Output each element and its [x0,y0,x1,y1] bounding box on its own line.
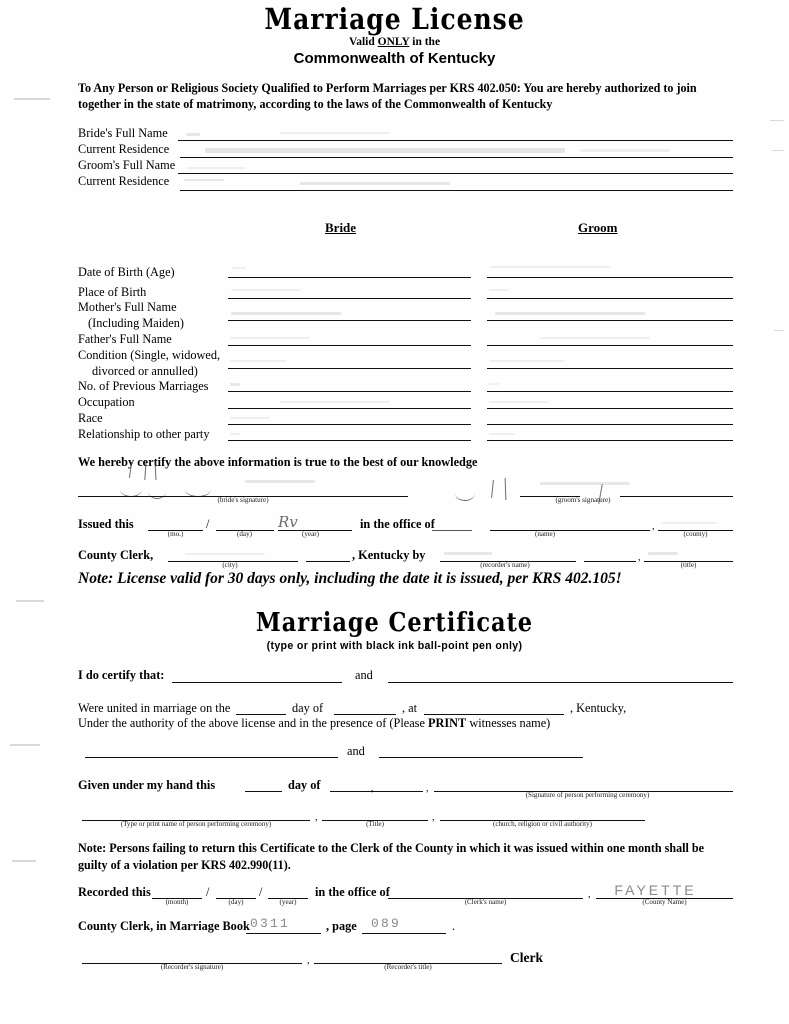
authority-line [78,716,550,731]
label-place-of-birth: Place of Birth [78,285,147,299]
given-year-line [378,791,423,792]
handwriting-ghost [495,312,645,315]
united-day-of: day of [292,701,324,715]
authority-print-word: PRINT [428,716,467,730]
united-day-line [236,714,286,715]
handwriting-ghost [230,417,270,419]
field-line-groom-father [487,345,733,346]
caption-name: (name) [534,530,556,538]
handwriting-ghost [489,401,549,403]
column-header-bride: Bride [325,220,357,235]
signature-ghost [245,480,315,483]
book-line [246,933,321,934]
county-name-value: FAYETTE [614,882,697,898]
handwriting-ghost [185,553,265,555]
clerk-comma: , [638,552,641,563]
label-occupation: Occupation [78,395,135,409]
signature-stroke [491,480,494,498]
recorded-comma: , [588,889,591,900]
witness2-line [379,757,583,758]
signature-stroke [505,478,507,500]
handwriting-ghost [184,179,224,181]
field-line-grooms-name [178,173,733,174]
certify-that-label: I do certify that: [78,668,165,682]
field-line-groom-race [487,424,733,425]
caption-county-name: (County Name) [642,898,687,906]
valid-only-word: ONLY [377,36,410,48]
footer-clerk-label: Clerk [510,950,543,965]
caption-church-authority: (church, religion or civil authority) [492,820,593,828]
given-prefix: Given under my hand this [78,778,216,792]
field-line-bride-residence [180,157,733,158]
handwriting-ghost [230,337,310,339]
field-line-groom-prev [487,391,733,392]
certificate-title: Marriage Certificate [255,608,534,638]
field-line-groom-occupation [487,408,733,409]
caption-ceremony-title: (Title) [366,820,384,828]
label-brides-full-name: Bride's Full Name [78,126,168,140]
authority-prefix: Under the authority of the above license and in the presence of (Please [78,716,428,730]
clerk-recorder-name-line-ext [584,561,636,562]
issued-name-line-a [432,530,472,531]
field-line-groom-pob [487,298,733,299]
label-previous-marriages: No. of Previous Marriages [78,379,209,393]
caption-city: (city) [222,561,238,569]
label-condition-cont: divorced or annulled) [92,364,198,378]
caption-month: (mo.) [167,530,184,538]
book-prefix: County Clerk, in Marriage Book [78,919,250,933]
field-line-groom-mother [487,320,733,321]
caption-title: (title) [680,561,697,569]
handwriting-ghost [489,289,509,291]
handwriting-ghost [280,132,390,134]
scan-artifact [16,600,44,602]
page-value: 089 [371,916,402,931]
state-name: Commonwealth of Kentucky [293,50,496,67]
handwriting-ghost [662,522,717,524]
label-race: Race [78,411,103,425]
caption-recorder-title: (Recorder's title) [384,963,432,971]
field-line-brides-name [178,140,733,141]
caption-groom-signature: (groom's signature) [555,496,611,504]
label-mothers-full-name: Mother's Full Name [78,300,177,314]
label-including-maiden: (Including Maiden) [88,316,184,330]
caption-county: (county) [683,530,708,538]
recorded-prefix: Recorded this [78,885,151,899]
scan-artifact [774,330,784,331]
certify-party2-line [388,682,733,683]
united-place-line [424,714,564,715]
field-line-bride-father [228,345,471,346]
book-value: 0311 [250,916,291,931]
handwriting-ghost [444,552,492,555]
handwriting-ghost [300,182,450,185]
scan-artifact [770,120,784,121]
clerk-kentucky-by: , Kentucky by [352,548,426,562]
field-line-bride-prev [228,391,471,392]
signature-ghost [540,482,630,485]
label-date-of-birth: Date of Birth (Age) [78,265,175,279]
label-condition: Condition (Single, widowed, [78,348,221,362]
authority-suffix: witnesses name) [466,716,551,730]
field-line-bride-pob [228,298,471,299]
witness-and: and [347,744,365,758]
united-prefix: Were united in marriage on the [78,701,231,715]
handwriting-ghost [186,167,246,169]
clerk-prefix: County Clerk, [78,548,154,562]
caption-recorded-month: (month) [165,898,189,906]
field-line-bride-condition [228,368,471,369]
signature-stroke [120,482,142,497]
valid-suffix: in the [409,36,441,48]
authorization-text: To Any Person or Religious Society Qualified to Perform Marriages per KRS 402.050: You are hereby authorized to join together in the state of matrimony, according to the laws of the Commonwealth of Kentucky [78,81,697,111]
handwriting-ghost [230,383,240,386]
book-period: . [452,919,456,933]
field-line-bride-occupation [228,408,471,409]
field-line-groom-dob [487,277,733,278]
caption-year: (year) [302,530,319,538]
handwriting-ghost [186,133,200,136]
field-line-bride-dob [228,277,471,278]
handwriting-ghost [230,433,240,435]
signature-stroke [185,482,211,497]
page-title: Marriage License [264,2,525,36]
field-line-bride-relationship [228,440,471,441]
field-line-bride-mother [228,320,471,321]
given-day-line [245,791,282,792]
issued-year-value: Rv [278,513,298,531]
handwriting-ghost [540,337,650,339]
field-line-groom-condition [487,368,733,369]
given-comma-3: , [315,812,318,823]
caption-signature-person: (Signature of person performing ceremony) [525,791,650,799]
handwriting-ghost [280,401,390,403]
signature-stroke [144,460,146,480]
caption-recorded-year: (year) [279,898,297,906]
validity-line [0,36,789,48]
clerk-city-line-ext [306,561,350,562]
issued-comma: , [652,521,655,532]
groom-signature-line-ext [620,496,733,497]
issued-prefix: Issued this [78,517,134,531]
label-relationship: Relationship to other party [78,427,210,441]
handwriting-ghost [232,267,246,269]
field-line-groom-residence [180,190,733,191]
witness1-line [85,757,338,758]
caption-type-print-name: (Type or print name of person performing ceremony) [120,820,272,828]
recorded-slash-1: / [206,885,210,899]
certify-party1-line [172,682,342,683]
bride-signature-line-ext [300,496,408,497]
recorded-office-of: in the office of [315,885,390,899]
handwriting-ghost [580,149,670,152]
field-line-bride-race [228,424,471,425]
recorded-slash-2: / [259,885,263,899]
handwriting-ghost [489,383,499,385]
label-current-residence-bride: Current Residence [78,142,170,156]
caption-day: (day) [237,530,252,538]
label-grooms-full-name: Groom's Full Name [78,158,176,172]
return-note: Note: Persons failing to return this Certificate to the Clerk of the County in which it was issued within one month shall be guilty of a violation per KRS 402.990(11). [78,841,704,872]
label-fathers-full-name: Father's Full Name [78,332,172,346]
page-label: , page [326,919,357,933]
signature-stroke [455,486,475,501]
page-line [362,933,446,934]
issued-slash-1: / [206,517,210,531]
caption-bride-signature: (bride's signature) [217,496,269,504]
certify-and-1: and [355,668,373,682]
handwriting-ghost [230,360,286,362]
certificate-subtitle: (type or print with black ink ball-point pen only) [266,640,523,652]
given-comma-1: , [371,783,374,794]
handwriting-ghost [490,266,610,268]
given-day-of: day of [288,778,321,792]
handwriting-ghost [231,289,301,291]
issued-office-of: in the office of [360,517,435,531]
given-comma-2: , [426,783,429,794]
caption-recorder-name: (recorder's name) [480,561,530,569]
united-month-line [334,714,396,715]
scan-artifact [10,744,40,746]
handwriting-ghost [489,433,515,435]
label-current-residence-groom: Current Residence [78,174,170,188]
given-comma-4: , [432,812,435,823]
column-header-groom: Groom [578,220,618,235]
handwriting-ghost [648,552,678,555]
valid-prefix: Valid [348,36,378,48]
scan-artifact [14,98,50,100]
certify-statement: We hereby certify the above information is true to the best of our knowledge [78,455,478,469]
united-kentucky: , Kentucky, [570,701,627,715]
caption-recorded-day: (day) [228,898,244,906]
scan-artifact [772,150,784,151]
scan-artifact [12,860,36,862]
license-validity-note: Note: License valid for 30 days only, including the date it is issued, per KRS 402.105! [78,570,622,587]
handwriting-ghost [231,312,341,315]
footer-comma: , [307,955,310,966]
caption-clerk-name: (Clerk's name) [464,898,507,906]
handwriting-ghost [489,360,565,362]
field-line-groom-relationship [487,440,733,441]
caption-recorder-signature: (Recorder's signature) [160,963,224,971]
united-comma-at: , at [402,701,418,715]
handwriting-ghost [205,148,565,153]
